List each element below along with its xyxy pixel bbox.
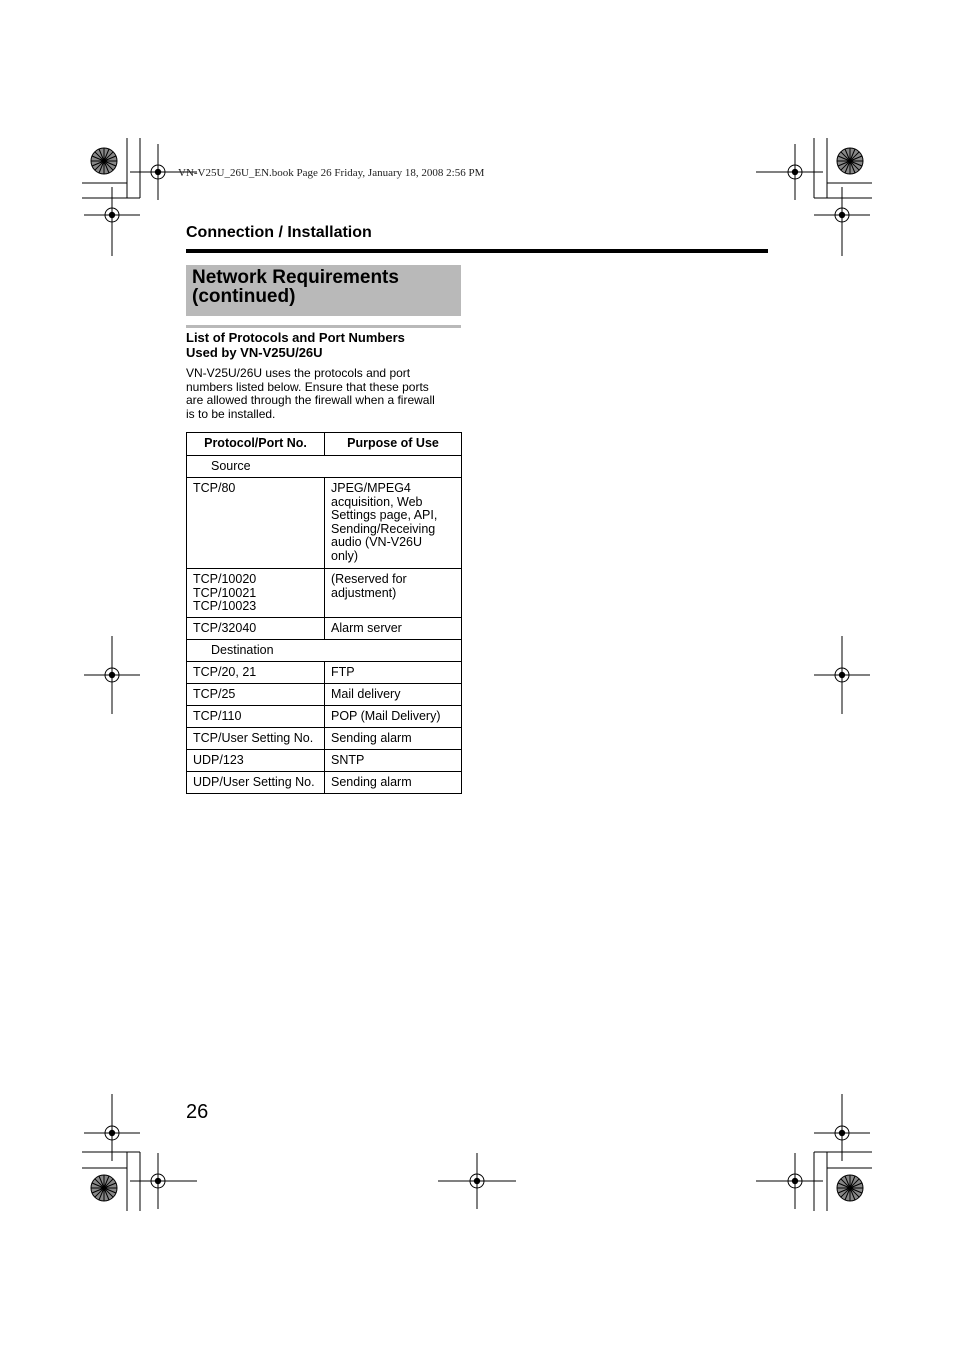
table-row <box>187 684 462 706</box>
group-label-source: Source <box>187 456 462 478</box>
table-row <box>187 569 462 618</box>
table-row <box>187 750 462 772</box>
purpose-cell: Mail delivery <box>325 684 462 706</box>
table-row <box>187 706 462 728</box>
purpose-line: Settings page, API, <box>331 508 438 523</box>
intro-line: VN-V25U/26U uses the protocols and port <box>186 366 411 380</box>
purpose-cell <box>325 478 462 569</box>
purpose-cell: Alarm server <box>325 618 462 640</box>
purpose-cell: Sending alarm <box>325 728 462 750</box>
subheading-line1: List of Protocols and Port Numbers <box>186 330 405 345</box>
intro-line: is to be installed. <box>186 406 276 421</box>
port-value: TCP/80 <box>193 481 236 495</box>
purpose-cell: Sending alarm <box>325 772 462 794</box>
port-cell: TCP/25 <box>187 684 325 706</box>
purpose-line: Sending/Receiving <box>331 521 436 536</box>
title-underline <box>186 325 461 328</box>
port-cell: TCP/20, 21 <box>187 662 325 684</box>
port-cell: TCP/110 <box>187 706 325 728</box>
port-cell: UDP/User Setting No. <box>187 772 325 794</box>
section-heading: Connection / Installation <box>186 224 372 241</box>
purpose-cell <box>325 569 462 618</box>
subheading <box>186 330 461 360</box>
purpose-line: (Reserved for <box>331 572 407 586</box>
purpose-line: JPEG/MPEG4 <box>331 481 411 495</box>
purpose-cell: POP (Mail Delivery) <box>325 706 462 728</box>
table-row <box>187 728 462 750</box>
port-cell <box>187 478 325 569</box>
purpose-line: acquisition, Web <box>331 494 423 509</box>
column-header-purpose: Purpose of Use <box>325 433 462 456</box>
purpose-line: audio (VN-V26U <box>331 535 423 550</box>
port-cell <box>187 569 325 618</box>
port-cell: UDP/123 <box>187 750 325 772</box>
print-info-line: VN-V25U_26U_EN.book Page 26 Friday, January 18, 2008 2:56 PM <box>178 167 485 179</box>
page-title-line1: Network Requirements <box>192 267 399 288</box>
purpose-line: only) <box>331 548 359 563</box>
page-title-line2: (continued) <box>192 286 296 307</box>
table-row <box>187 662 462 684</box>
table-row <box>187 618 462 640</box>
port-value: TCP/10023 <box>193 599 257 614</box>
page-number: 26 <box>186 1101 209 1123</box>
table-header-row <box>187 433 462 456</box>
port-value: TCP/10020 <box>193 572 257 586</box>
subheading-line2: Used by VN-V25U/26U <box>186 345 323 360</box>
table-group-row <box>187 640 462 662</box>
port-cell: TCP/User Setting No. <box>187 728 325 750</box>
port-value: TCP/10021 <box>193 585 257 600</box>
purpose-cell: FTP <box>325 662 462 684</box>
section-rule <box>186 249 768 253</box>
port-cell: TCP/32040 <box>187 618 325 640</box>
table-row <box>187 478 462 569</box>
table-group-row <box>187 456 462 478</box>
purpose-line: adjustment) <box>331 585 397 600</box>
title-box <box>186 265 461 316</box>
protocol-port-table <box>186 432 462 794</box>
intro-paragraph <box>186 367 461 421</box>
table-row <box>187 772 462 794</box>
group-label-destination: Destination <box>187 640 462 662</box>
purpose-cell: SNTP <box>325 750 462 772</box>
column-header-protocol: Protocol/Port No. <box>187 433 325 456</box>
page-title <box>192 268 399 306</box>
intro-line: are allowed through the firewall when a firewall <box>186 393 435 407</box>
intro-line: numbers listed below. Ensure that these ports <box>186 379 429 394</box>
